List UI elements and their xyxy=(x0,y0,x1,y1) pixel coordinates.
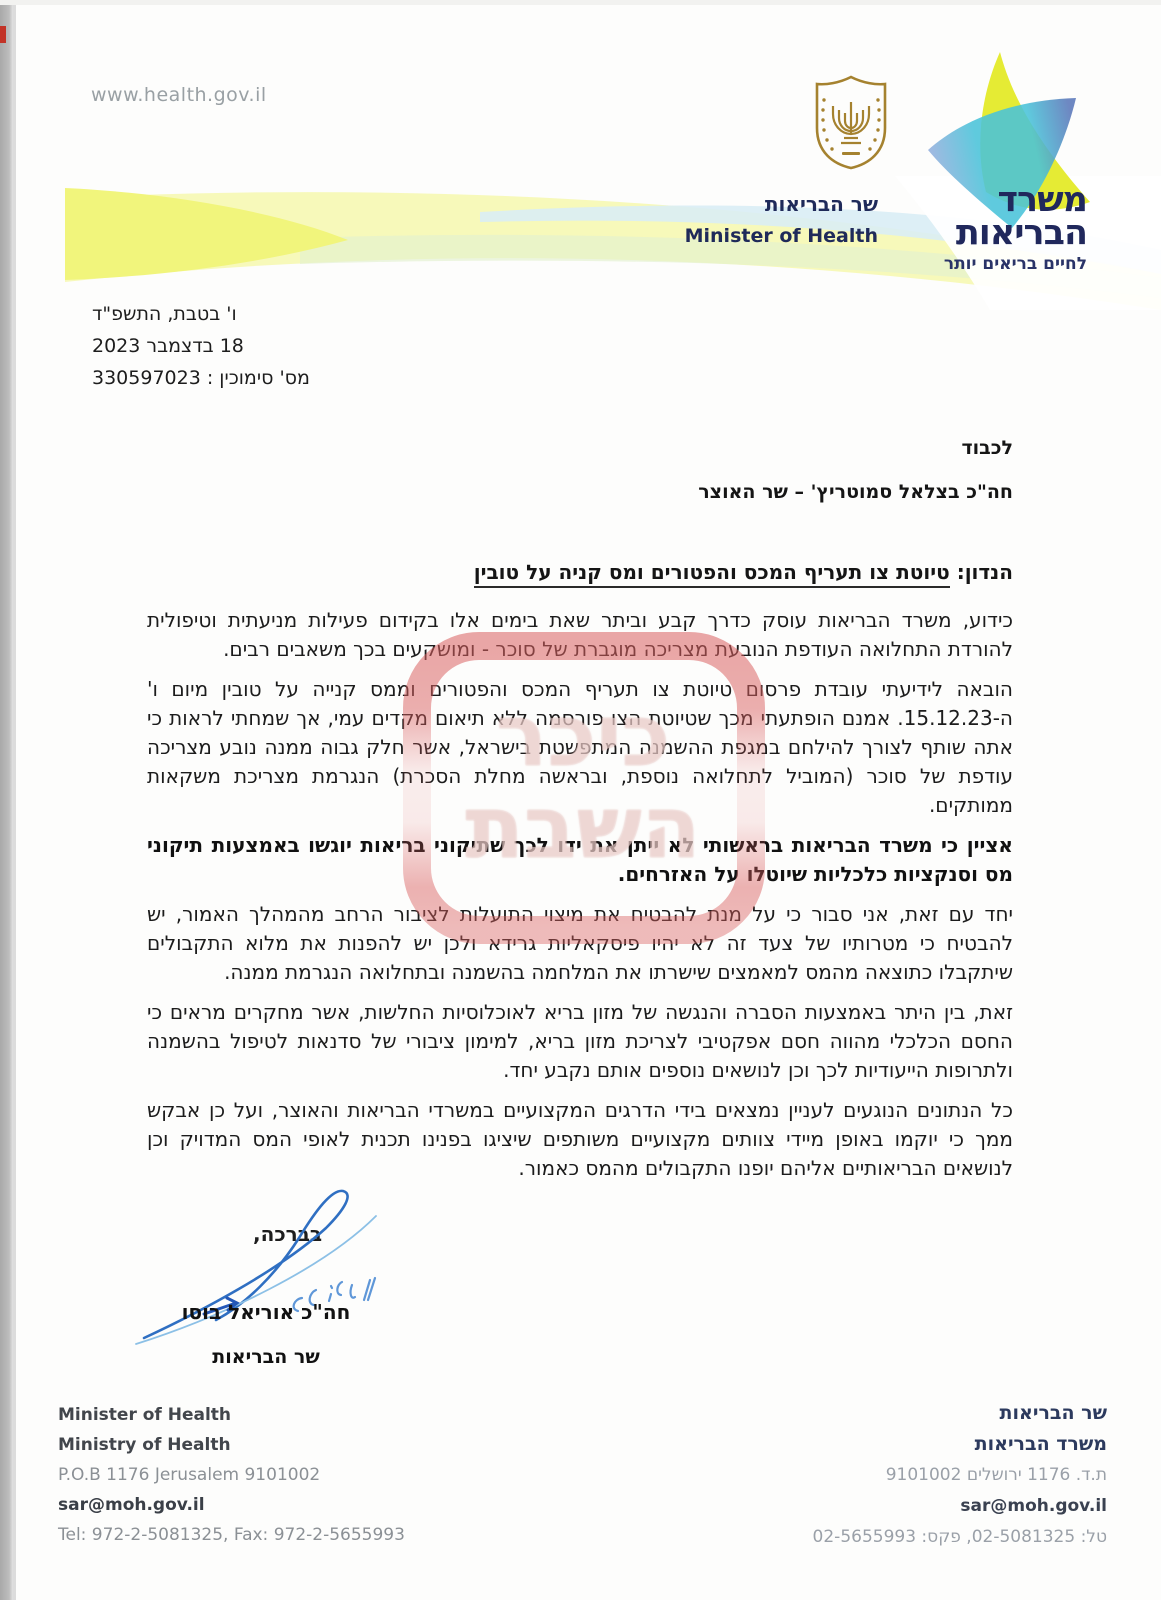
hebrew-date: ו' בטבת, התשפ"ד xyxy=(92,303,237,325)
signatory-name: חה"כ אוריאל בוסו xyxy=(181,1300,351,1324)
israel-state-emblem-icon xyxy=(812,74,890,171)
paragraph: יחד עם זאת, אני סבור כי על מנת להבטיח את מיצוי התועלות לציבור הרחב מהמהלך האמור, יש להבטיח כי מטרותיו של צעד זה לא יהיו פיסקאליות גרידא ולכן יש להפנות את מלוא התקבולים שיתקבלו כתוצאה מהמס למאמצים שישרתו את המלחמה בהשמנה ובתחלואה הנגרמת ממנה. xyxy=(147,902,1013,984)
reference-number: מס' סימוכין : 330597023 xyxy=(92,367,310,389)
recipient-salutation: לכבוד xyxy=(961,437,1013,459)
footer-he-email: sar@moh.gov.il xyxy=(960,1496,1107,1516)
ministry-website-url: www.health.gov.il xyxy=(91,84,267,106)
footer-en-email: sar@moh.gov.il xyxy=(58,1495,205,1515)
subject-text: טיוטת צו תעריף המכס והפטורים ומס קניה על טובין xyxy=(474,560,950,588)
footer-he-minister: שר הבריאות xyxy=(999,1402,1107,1424)
footer-he-address: ת.ד. 1176 ירושלים 9101002 xyxy=(885,1465,1107,1485)
signatory-title: שר הבריאות xyxy=(212,1346,320,1368)
footer-en-minister: Minister of Health xyxy=(58,1405,232,1425)
date-reference-block xyxy=(92,298,310,394)
paragraph: כל הנתונים הנוגעים לעניין נמצאים בידי הדרגים המקצועיים במשרדי הבריאות והאוצר, ועל כן אבקש ממך כי יוקמו באופן מיידי צוותים מקצועיים משותפים שיציגו בפנינו תכנית לאופי המס המדויק וכן לנושאים הבריאותיים אליהם יופנו התקבולים מהמס כאמור. xyxy=(147,1098,1013,1180)
subject-label: הנדון: xyxy=(949,560,1013,584)
moh-logotype xyxy=(867,180,1087,274)
paragraph: הובאה לידיעתי עובדת פרסום טיוטת צו תעריף המכס והפטורים וממס קנייה על טובין מיום ו' ה-15.12.23. אמנם הופתעתי מכך שטיוטת הצו פורסמה ללא תיאום מקדים עמי, אך שמחתי לראות כי אתה שותף לצורך להילחם במגפת ההשמנה המתפשטת בישראל, אשר חלק גבוה ממנה נובע מצריכה עודפת של סוכר (המוביל לתחלואה נוספת, ובראשה מחלת הסכרת) הנגרמת מצריכת משקאות ממותקים. xyxy=(147,677,1013,817)
watermark-word-top: כיכר xyxy=(495,686,671,786)
closing-word: בברכה, xyxy=(253,1222,323,1246)
footer-en-address: P.O.B 1176 Jerusalem 9101002 xyxy=(58,1465,321,1485)
minister-title-english: Minister of Health xyxy=(684,225,878,247)
watermark-word-bottom: השבת xyxy=(465,778,701,878)
moh-tagline: לחיים בריאים יותר xyxy=(943,254,1087,274)
moh-name-line1: משרד xyxy=(997,180,1087,220)
paragraph: זאת, בין היתר באמצעות הסברה והנגשה של מזון בריא לאוכלוסיות החלשות, אשר מחקרים מראים כי החסם הכלכלי מהווה חסם אפקטיבי לצריכת מזון בריא, למימון ציבורי של סדנאות לטיפול בהשמנה ולתרופות הייעודיות לכך וכן לנושאים נוספים אותם נקבע יחד. xyxy=(147,1000,1013,1082)
footer-en-phone: Tel: 972-2-5081325, Fax: 972-2-5655993 xyxy=(58,1525,405,1545)
minister-title-block xyxy=(685,192,878,247)
footer-he-phone: טל: 02-5081325, פקס: 02-5655993 xyxy=(812,1527,1107,1547)
signature-scribble xyxy=(128,1182,396,1350)
recipient-name: חה"כ בצלאל סמוטריץ' – שר האוצר xyxy=(698,481,1013,503)
scan-top-edge xyxy=(0,0,1161,5)
footer-english xyxy=(58,1400,405,1550)
footer-en-ministry: Ministry of Health xyxy=(58,1435,231,1455)
footer-he-ministry: משרד הבריאות xyxy=(974,1433,1107,1455)
moh-name-line2: הבריאות xyxy=(955,213,1087,253)
minister-title-hebrew: שר הבריאות xyxy=(764,192,878,216)
recipient-block xyxy=(698,437,1013,503)
letter-body xyxy=(147,606,1013,1194)
scan-red-mark xyxy=(0,26,6,43)
footer-hebrew xyxy=(813,1398,1107,1553)
gregorian-date: 18 בדצמבר 2023 xyxy=(92,335,244,357)
paragraph: כידוע, משרד הבריאות עוסק כדרך קבע וביתר שאת בימים אלו בקידום פעילות מניעתית וטיפולית להורדת התחלואה העודפת הנובעת מצריכה מוגברת של סוכר - ומושקעים בכך משאבים רבים. xyxy=(147,608,1013,661)
paragraph-bold: אציין כי משרד הבריאות בראשותי לא ייתן את ידו לכך שתיקוני בריאות יוגשו באמצעות תיקוני מס וסנקציות כלכליות שיוטלו על האזרחים. xyxy=(147,833,1013,886)
subject-line xyxy=(474,560,1013,584)
